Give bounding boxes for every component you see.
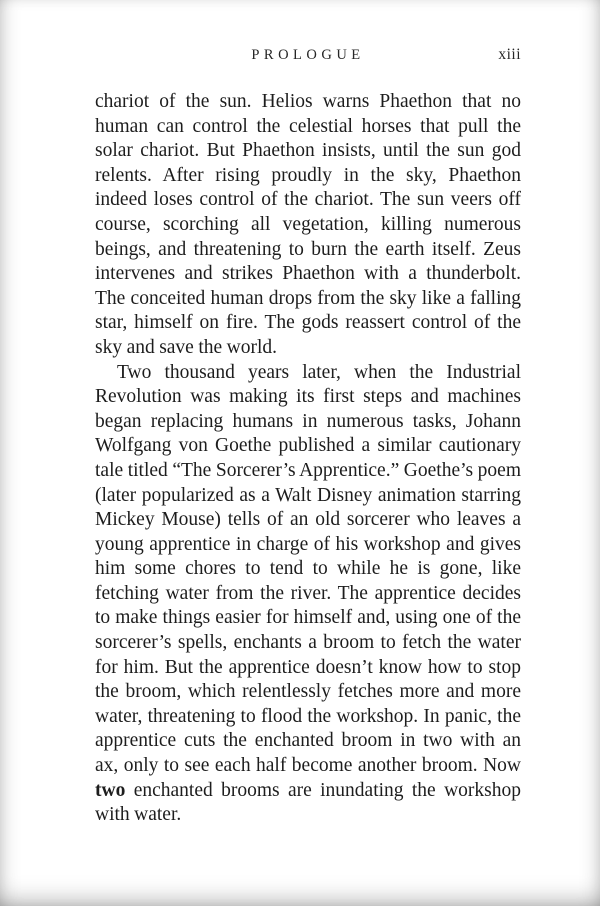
paragraph-text-before-bold: Two thousand years later, when the Industrial Revolution was making its first steps and machines began replacing humans in numerous tasks, Johann Wolfgang von Goethe published a similar cautionary tale titled “The Sorcerer’s Apprentice.” Goethe’s poem (later popularized as a Walt Disney animation starring Mickey Mouse) tells of an old sorcerer who leaves a young apprentice in charge of his workshop and gives him some chores to tend to while he is gone, like fetching water from the river. The apprentice decides to make things easier for himself and, using one of the sorcerer’s spells, enchants a broom to fetch the water for him. But the apprentice doesn’t know how to stop the broom, which relentlessly fetches more and more water, threatening to flood the workshop. In panic, the apprentice cuts the enchanted broom in two with an ax, only to see each half become another broom. Now <box>95 361 521 777</box>
paragraph-sorcerers-apprentice <box>95 361 521 828</box>
emphasized-word-two: two <box>95 779 126 801</box>
page-number: xiii <box>498 46 521 63</box>
paragraph-phaethon: chariot of the sun. Helios warns Phaethon that no human can control the celestial horses that pull the solar chariot. But Phaethon insists, until the sun god relents. After rising proudly in the sky, Phaethon indeed loses control of the chariot. The sun veers off course, scorching all vegetation, killing numerous beings, and threatening to burn the earth itself. Zeus intervenes and strikes Phaethon with a thunderbolt. The conceited human drops from the sky like a falling star, himself on fire. The gods reassert control of the sky and save the world. <box>95 91 521 358</box>
page-body <box>95 90 521 828</box>
page-header <box>95 46 521 66</box>
paragraph-text-after-bold: enchanted brooms are inundating the workshop with water. <box>95 779 521 826</box>
running-head-title: PROLOGUE <box>251 47 365 63</box>
